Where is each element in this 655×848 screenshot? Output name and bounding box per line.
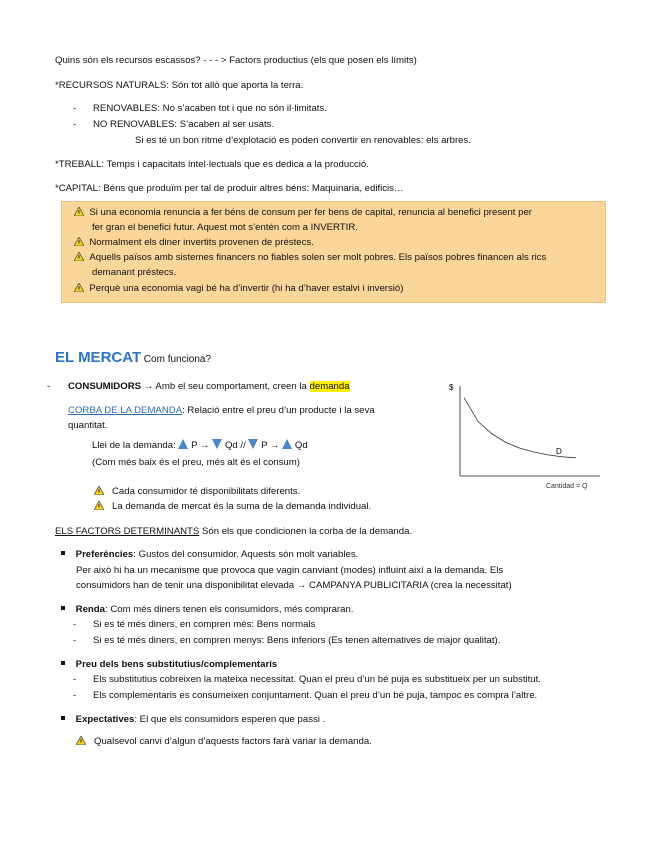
y-axis-label: $	[449, 383, 454, 392]
section-title	[55, 349, 211, 366]
mercat-heading: EL MERCAT	[55, 349, 142, 366]
recursos-naturals: *RECURSOS NATURALS: Són tot allò que aporta la terra.	[55, 80, 304, 91]
llei-note: (Com més baix és el preu, més alt és el consum)	[92, 457, 300, 468]
consumidors-line: - CONSUMIDORS → Amb el seu comportament, creen la demanda	[47, 381, 350, 392]
warning-icon	[74, 207, 84, 216]
callout-line-2: Normalment els diner invertits provenen de préstecs.	[74, 237, 314, 248]
mercat-subtitle: Com funciona?	[143, 354, 212, 365]
bullet-icon	[61, 716, 65, 720]
factor-renda: Renda: Com més diners tenen els consumidors, més compraran.	[61, 604, 353, 615]
treball: *TREBALL: Temps i capacitats intel·lectuals que es dedica a la producció.	[55, 159, 369, 170]
factor-preu: Preu dels bens substitutius/complementaris	[61, 659, 277, 670]
callout-line-1: Si una economia renuncia a fer béns de consum per fer bens de capital, renuncia al benefici present per	[74, 207, 532, 218]
final-warning: Qualsevol canvi d’algun d’aquests factors farà variar la demanda.	[76, 736, 372, 747]
callout-line-1b: fer gran el benefici futur. Aquest mot s’entén com a INVERTIR.	[92, 222, 358, 233]
pref-line-2: Per això hi ha un mecanisme que provoca que vagin canviant (modes) influint així a la demanda. Els	[76, 565, 504, 576]
no-renovables-note: Si es té un bon ritme d’explotació es poden convertir en renovables: els arbres.	[135, 135, 471, 146]
pref-line-3: consumidors han de tenir una disponibilitat elevada → CAMPANYA PUBLICITARIA (crea la necessitat)	[76, 580, 512, 591]
preu-item-2: - Els complementaris es consumeixen conjuntament. Quan el preu d’un bé puja, tampoc es compra l’altre.	[73, 690, 538, 701]
mercat-warning-1: Cada consumidor té disponibilitats diferents.	[94, 486, 300, 497]
callout-line-3b: demanant préstecs.	[92, 267, 177, 278]
corba-link[interactable]: CORBA DE LA DEMANDA	[68, 405, 183, 416]
warning-icon	[74, 237, 84, 246]
mercat-warning-2: La demanda de mercat és la suma de la demanda individual.	[94, 501, 371, 512]
renda-item-2: - Si es té més diners, en compren menys: Bens inferiors (Es tenen alternatives de major qualitat).	[73, 635, 501, 646]
callout-line-3: Aquells països amb sistemes financers no fiables solen ser molt pobres. Els països pobres financen als rics	[74, 252, 546, 263]
arrow-up-icon	[178, 439, 188, 449]
llei-demanda: Llei de la demanda: P → Qd // P → Qd	[92, 440, 308, 451]
preu-item-1: - Els substitutius cobreixen la mateixa necessitat. Quan el preu d’un bé puja es substitueix per un substitut.	[73, 674, 541, 685]
x-axis-label: Cantidad = Q	[546, 483, 588, 490]
demand-curve-chart	[440, 378, 610, 493]
capital: *CAPITAL: Béns que produïm per tal de produir altres béns: Maquinaria, edificis…	[55, 183, 404, 194]
intro-question: Quins són els recursos escassos? - - - > Factors productius (els que posen els límits)	[55, 55, 417, 66]
factors-heading: ELS FACTORS DETERMINANTS Són els que condicionen la corba de la demanda.	[55, 526, 413, 537]
factor-preferencies: Preferències: Gustos del consumidor. Aquests són molt variables.	[61, 549, 358, 560]
arrow-down-icon	[248, 439, 258, 449]
warning-icon	[94, 501, 104, 510]
bullet-icon	[61, 606, 65, 610]
warning-icon	[94, 486, 104, 495]
arrow-down-icon	[212, 439, 222, 449]
callout-line-4: Perquè una economia vagi bé ha d’invertir (hi ha d’haver estalvi i inversió)	[74, 283, 403, 294]
warning-icon	[74, 283, 84, 292]
corba-line: CORBA DE LA DEMANDA: Relació entre el preu d’un producte i la seva	[68, 405, 375, 416]
bullet-icon	[61, 661, 65, 665]
renovables-item: - RENOVABLES: No s’acaben tot i que no són il·limitats.	[73, 103, 327, 114]
renda-item-1: - Si es té més diners, en compren més: Bens normals	[73, 619, 316, 630]
warning-icon	[74, 252, 84, 261]
corba-line-2: quantitat.	[68, 420, 108, 431]
no-renovables-item: - NO RENOVABLES: S’acaben al ser usats.	[73, 119, 275, 130]
arrow-up-icon	[282, 439, 292, 449]
warning-icon	[76, 736, 86, 745]
factor-expectatives: Expectatives: El que els consumidors esperen que passi .	[61, 714, 325, 725]
series-label-d: D	[556, 446, 562, 456]
bullet-icon	[61, 551, 65, 555]
